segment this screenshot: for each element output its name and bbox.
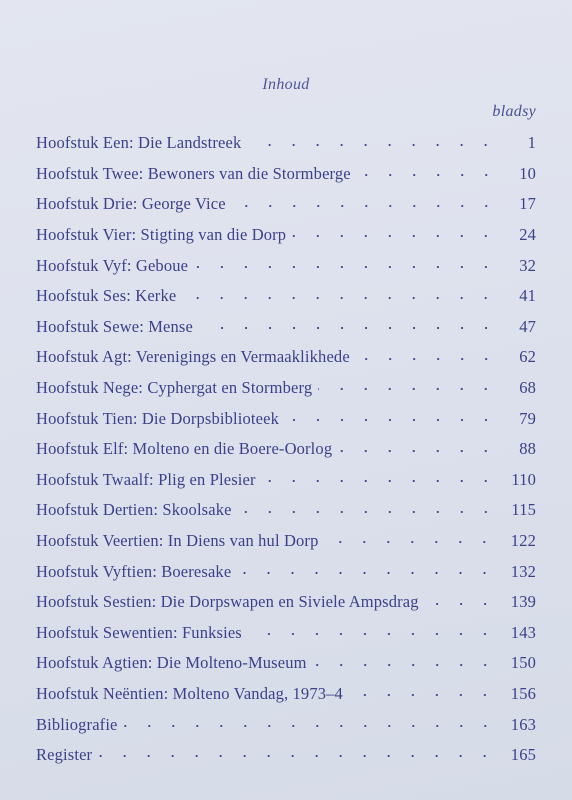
toc-entry-title: Hoofstuk Vyftien: Boeresake [36,561,232,581]
dot-leader [194,262,498,272]
toc-entry-title: Hoofstuk Tien: Die Dorpsbiblioteek [36,408,279,428]
dot-leader [182,293,498,303]
toc-entry-title: Hoofstuk Vier: Stigting van die Dorp [36,225,287,245]
table-of-contents [36,128,536,770]
toc-entry-title: Hoofstuk Neëntien: Molteno Vandag, 1973–4 [36,683,343,703]
toc-entry-page: 79 [519,408,536,428]
toc-entry-title: Register [36,745,93,765]
toc-entry [36,403,536,434]
toc-entry-title: Hoofstuk Een: Die Landstreek [36,133,242,153]
dot-leader [98,751,497,761]
toc-entry [36,312,536,343]
toc-entry [36,465,536,496]
toc-entry-page: 132 [510,561,536,581]
toc-entry-page: 122 [510,531,536,551]
toc-entry-page: 62 [519,347,536,367]
toc-entry-title: Hoofstuk Ses: Kerke [36,286,177,306]
toc-entry [36,373,536,404]
toc-entry [36,342,536,373]
toc-entry-title: Hoofstuk Vyf: Geboue [36,255,189,275]
toc-entry-page: 47 [519,316,536,336]
toc-entry-page: 143 [510,622,536,642]
dot-leader [324,537,496,547]
toc-entry-title: Hoofstuk Sewentien: Funksies [36,622,242,642]
toc-entry [36,281,536,312]
toc-entry [36,495,536,526]
dot-leader [349,690,497,700]
toc-entry [36,526,536,557]
toc-entry-page: 24 [519,225,536,245]
page-column-header: bladsy [492,103,536,120]
toc-entry [36,250,536,281]
toc-entry-page: 88 [519,439,536,459]
toc-entry [36,159,536,190]
toc-entry-page: 110 [511,469,536,489]
dot-leader [124,721,497,731]
toc-entry-title: Hoofstuk Agtien: Die Molteno-Museum [36,653,307,673]
dot-leader [292,231,498,241]
toc-entry-title: Hoofstuk Twaalf: Plig en Plesier [36,469,256,489]
dot-leader [237,568,497,578]
toc-entry-page: 139 [510,592,536,612]
dot-leader [199,323,498,333]
dot-leader [357,170,498,180]
toc-entry-page: 156 [510,683,536,703]
toc-entry-page: 10 [519,163,536,183]
toc-entry-page: 115 [511,500,536,520]
toc-entry [36,189,536,220]
toc-entry-title: Hoofstuk Sewe: Mense [36,316,193,336]
toc-entry [36,128,536,159]
toc-entry-title: Hoofstuk Sestien: Die Dorpswapen en Siviele Ampsdrag [36,592,419,612]
toc-entry [36,618,536,649]
toc-entry-page: 165 [510,745,536,765]
dot-leader [425,599,497,609]
toc-entry-page: 1 [527,133,536,153]
toc-entry-page: 68 [519,378,536,398]
toc-entry [36,679,536,710]
toc-entry [36,434,536,465]
contents-heading: Inhoud [262,76,310,93]
toc-entry-title: Hoofstuk Nege: Cyphergat en Stormberg [36,378,313,398]
toc-entry-page: 17 [519,194,536,214]
toc-entry-title: Hoofstuk Drie: George Vice [36,194,226,214]
dot-leader [285,415,498,425]
toc-entry [36,220,536,251]
dot-leader [356,354,498,364]
dot-leader [248,629,497,639]
dot-leader [247,140,498,150]
toc-entry-page: 32 [519,255,536,275]
toc-entry-page: 163 [510,714,536,734]
dot-leader [318,384,498,394]
toc-entry-title: Hoofstuk Agt: Verenigings en Vermaaklikhede [36,347,350,367]
dot-leader [338,446,498,456]
toc-entry [36,740,536,771]
toc-entry-title: Hoofstuk Veertien: In Diens van hul Dorp [36,531,319,551]
dot-leader [232,201,498,211]
toc-entry-title: Bibliografie [36,714,118,734]
toc-entry-title: Hoofstuk Dertien: Skoolsake [36,500,232,520]
toc-entry-title: Hoofstuk Twee: Bewoners van die Stormberge [36,163,351,183]
toc-entry-title: Hoofstuk Elf: Molteno en die Boere-Oorlog [36,439,333,459]
toc-entry [36,648,536,679]
dot-leader [262,476,498,486]
dot-leader [238,507,498,517]
toc-entry-page: 41 [519,286,536,306]
toc-entry [36,556,536,587]
dot-leader [313,660,497,670]
toc-entry [36,709,536,740]
toc-entry-page: 150 [510,653,536,673]
toc-entry [36,587,536,618]
